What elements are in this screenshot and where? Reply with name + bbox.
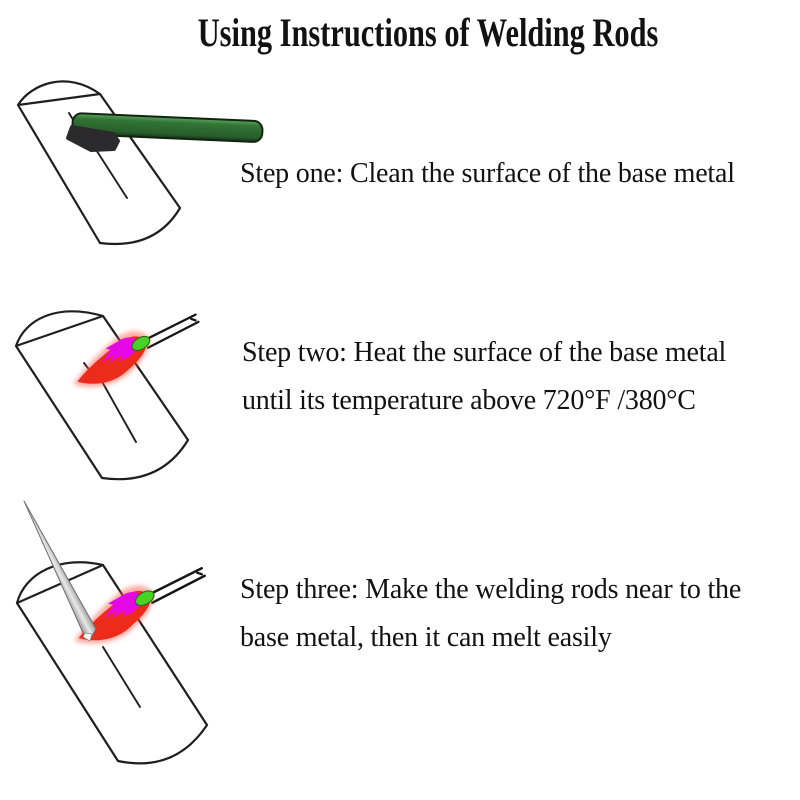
step-two-text <box>242 329 726 425</box>
base-metal-outline <box>16 311 188 479</box>
welding-rod-icon <box>24 501 96 641</box>
welding-rod-body <box>24 501 96 636</box>
page-title <box>0 11 800 55</box>
step-one-text <box>240 150 735 198</box>
base-metal-outline <box>18 81 180 244</box>
step-three-line-2: base metal, then it can melt easily <box>240 622 612 653</box>
base-metal-centerline <box>103 647 140 707</box>
step-three-text <box>240 566 741 662</box>
torch-flame-icon <box>73 315 198 387</box>
step-two-line-2: until its temperature above 720°F /380°C <box>242 385 696 416</box>
illustration-step-two <box>5 295 220 495</box>
illustration-step-three <box>5 495 235 785</box>
step-one-line-1: Step one: Clean the surface of the base metal <box>240 158 735 189</box>
page-title-text: Using Instructions of Welding Rods <box>197 10 659 55</box>
wire-brush-icon <box>68 113 263 150</box>
step-three-line-1: Step three: Make the welding rods near to the <box>240 574 742 605</box>
step-two-line-1: Step two: Heat the surface of the base metal <box>242 337 727 368</box>
